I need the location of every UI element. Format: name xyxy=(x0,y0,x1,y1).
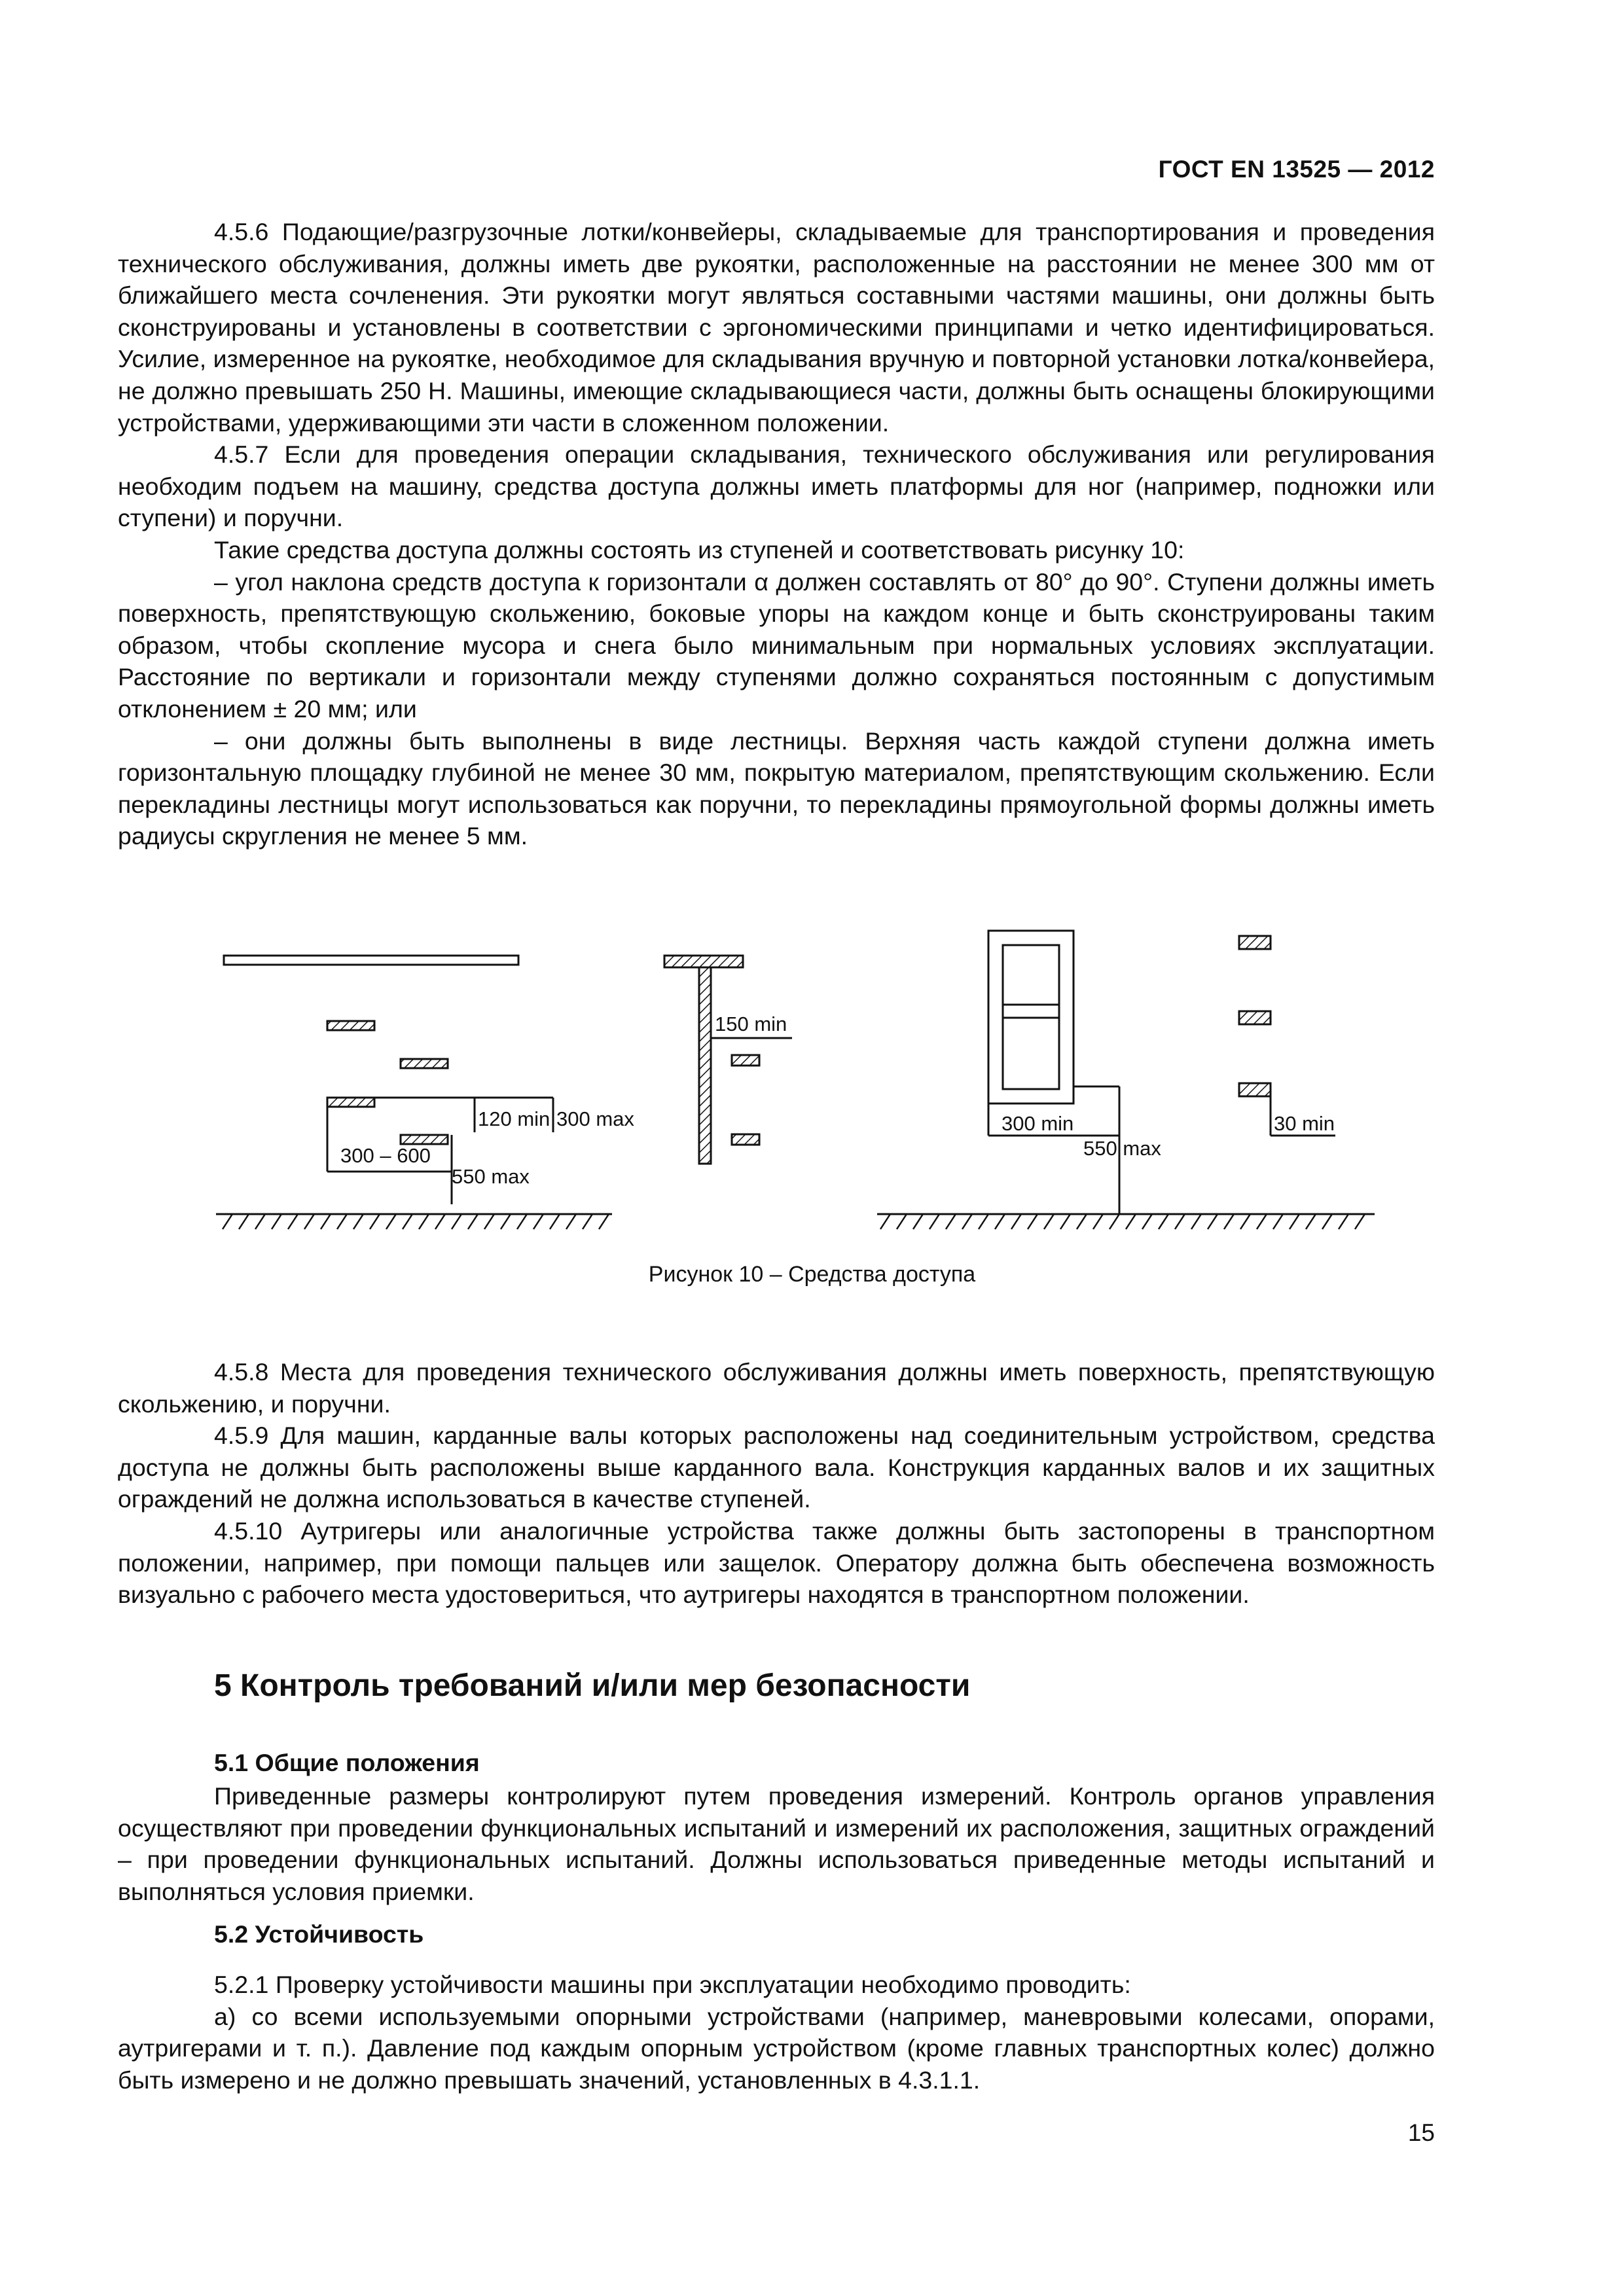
step-2 xyxy=(401,1059,448,1068)
top-platform xyxy=(224,956,518,965)
rung-section-3 xyxy=(1239,1083,1271,1096)
side-step-2 xyxy=(732,1134,759,1145)
page-number: 15 xyxy=(1407,2119,1435,2146)
paragraph-5-2-a: а) со всеми используемыми опорными устройствами (например, маневровыми колесами, опорами, аутригерами и т. п.). Давление под каждым опорным устройством (кроме главных транспортных колес) должно быть измерено и не должно превышать значений, установленных в 4.3.1.1. xyxy=(118,2002,1435,2094)
label-30-min: 30 min xyxy=(1274,1112,1335,1135)
top-beam xyxy=(664,956,743,967)
paragraph-access-means: Такие средства доступа должны состоять из ступеней и соответствовать рисунку 10: xyxy=(214,535,1185,564)
paragraph-4-5-8: 4.5.8 Места для проведения технического обслуживания должны иметь поверхность, препятствующую скольжению, и поручни. xyxy=(118,1358,1435,1418)
label-120-min: 120 min xyxy=(478,1107,550,1130)
section-5-2-title: 5.2 Устойчивость xyxy=(214,1920,424,1948)
figure-10-access-means xyxy=(0,903,1624,1309)
stairs-diagram xyxy=(216,956,612,1214)
figure-caption: Рисунок 10 – Средства доступа xyxy=(648,1262,976,1287)
label-300-min: 300 min xyxy=(1001,1112,1074,1135)
text-block-4-5-6 xyxy=(118,216,1435,852)
label-550-max-left: 550 max xyxy=(452,1165,530,1188)
paragraph-4-5-6: 4.5.6 Подающие/разгрузочные лотки/конвейеры, складываемые для транспортирования и проведения технического обслуживания, должны иметь две рукоятки, расположенные на расстоянии не менее 300 мм от ближайшего места сочленения. Эти рукоятки могут являться составными частями машины, они должны быть сконструированы и установлены в соответствии с эргономическими принципами и четко идентифицироваться. Усилие, измеренное на рукоятке, необходимое для складывания вручную и повторной установки лотка/конвейера, не должно превышать 250 Н. Машины, имеющие складывающиеся части, должны быть оснащены блокирующими устройствами, удерживающими эти части в сложенном положении. xyxy=(118,218,1435,437)
paragraph-4-5-9: 4.5.9 Для машин, карданные валы которых расположены над соединительным устройством, средства доступа не должны быть расположены выше карданного вала. Конструкция карданных валов и их защитных ограждений не должна использоваться в качестве ступеней. xyxy=(118,1422,1435,1513)
label-300-max: 300 max xyxy=(556,1107,634,1130)
step-1 xyxy=(327,1021,374,1030)
section-5-1-title: 5.1 Общие положения xyxy=(214,1749,480,1776)
section-5-title: 5 Контроль требований и/или мер безопасности xyxy=(214,1668,971,1703)
paragraph-4-5-7: 4.5.7 Если для проведения операции складывания, технического обслуживания или регулирования необходим подъем на машину, средства доступа должны иметь платформы для ног (например, подножки или ступени) и поручни. xyxy=(118,440,1435,532)
rung-section-2 xyxy=(1239,1011,1271,1024)
label-550-max-right: 550 max xyxy=(1083,1137,1161,1160)
ground-hatch-left xyxy=(223,1214,609,1229)
label-300-600: 300 – 600 xyxy=(340,1144,431,1167)
ground-hatch-right xyxy=(880,1214,1365,1229)
step-4 xyxy=(401,1135,448,1144)
ladder-diagram xyxy=(877,931,1375,1214)
label-150-min: 150 min xyxy=(715,1013,787,1035)
text-block-5-1 xyxy=(118,1780,1435,1907)
paragraph-5-2-1: 5.2.1 Проверку устойчивости машины при эксплуатации необходимо проводить: xyxy=(214,1971,1131,1998)
paragraph-dash-2: – они должны быть выполнены в виде лестницы. Верхняя часть каждой ступени должна иметь горизонтальную площадку глубиной не менее 30 мм, покрытую материалом, препятствующим скольжению. Если перекладины лестницы могут использоваться как поручни, то перекладины прямоугольной формы должны иметь радиусы скругления не менее 5 мм. xyxy=(118,726,1435,850)
paragraph-4-5-10: 4.5.10 Аутригеры или аналогичные устройства также должны быть застопорены в транспортном положении, например, при помощи пальцев или защелок. Оператору должна быть обеспечена возможность визуально с рабочего места удостовериться, что аутригеры находятся в транспортном положении. xyxy=(118,1516,1435,1609)
vertical-post xyxy=(699,967,711,1164)
paragraph-dash-1: – угол наклона средств доступа к горизонтали α должен составлять от 80° до 90°. Ступени должны иметь поверхность, препятствующую скольжению, боковые упоры на каждом конце и быть сконструированы таким образом, чтобы скопление мусора и снега было минимальным при нормальных условиях эксплуатации. Расстояние по вертикали и горизонтали между ступенями должно сохраняться постоянным с допустимым отклонением ± 20 мм; или xyxy=(118,567,1435,723)
side-step-1 xyxy=(732,1055,759,1066)
paragraph-5-1: Приведенные размеры контролируют путем проведения измерений. Контроль органов управления осуществляют при проведении функциональных испытаний и измерений их расположения, защитных ограждений – при проведении функциональных испытаний. Должны использоваться приведенные методы испытаний и выполняться условия приемки. xyxy=(118,1782,1435,1905)
text-block-5-2 xyxy=(118,1969,1435,2096)
rung-section-1 xyxy=(1239,936,1271,949)
standard-header: ГОСТ EN 13525 — 2012 xyxy=(1158,156,1435,183)
side-view-diagram xyxy=(664,956,792,1164)
step-3 xyxy=(327,1098,374,1107)
text-block-4-5-8 xyxy=(118,1356,1435,1611)
